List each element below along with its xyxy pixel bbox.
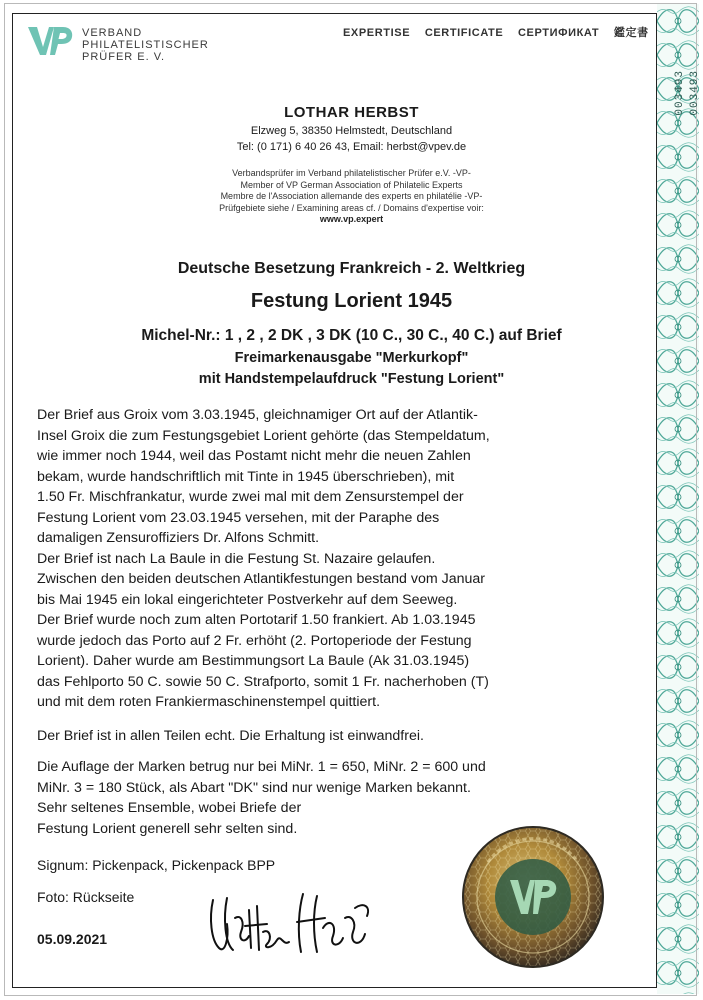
- edition-paragraph: Die Auflage der Marken betrug nur bei MiNr. 1 = 650, MiNr. 2 = 600 und MiNr. 3 = 180 Stück, als Abart "DK" sind nur wenige Marken bekannt. Sehr seltenes Ensemble, wobei Briefe der Festung Lorient generell sehr selten sind.: [37, 759, 486, 837]
- expert-address: Elzweg 5, 38350 Helmstedt, Deutschland: [250, 125, 453, 137]
- association-name: VERBAND PHILATELISTISCHER PRÜFER E. V.: [82, 27, 209, 63]
- hologram-seal-icon: [458, 822, 608, 972]
- serial-number: 003493: [674, 70, 686, 116]
- area-heading: Deutsche Besetzung Frankreich - 2. Weltkrieg: [177, 260, 526, 277]
- serial-number-secondary: 003493: [689, 70, 701, 116]
- handwritten-signature: [205, 888, 375, 960]
- membership-statement: Verbandsprüfer im Verband philatelistischer Prüfer e.V. -VP- Member of VP German Association of Philatelic Experts Membre de l'Association allemande des experts en philatélie -VP- Prüfgebiete siehe / Examining areas cf. / Domains d'expertise voir: www.vp.expert: [0, 168, 703, 226]
- issue-name: Freimarkenausgabe "Merkurkopf": [234, 350, 469, 366]
- foto-line: Foto: Rückseite: [37, 889, 135, 905]
- doc-type-certificate: CERTIFICATE: [424, 27, 504, 39]
- michel-numbers: Michel-Nr.: 1 , 2 , 2 DK , 3 DK (10 C., 30 C., 40 C.) auf Brief: [141, 327, 562, 344]
- doc-type-sertifikat: СЕРТИФИКАТ: [517, 27, 600, 39]
- certificate-date: 05.09.2021: [37, 931, 108, 947]
- description-paragraph: Der Brief aus Groix vom 3.03.1945, gleichnamiger Ort auf der Atlantik- Insel Groix die zum Festungsgebiet Lorient gehörte (das Stempeldatum, wie immer noch 1944, weil das Postamt nicht mehr die neuen Zahlen bekam, wurde handschriftlich mit Tinte in 1945 überschrieben), mit 1.50 Fr. Mischfrankatur, wurde zwei mal mit dem Zensurstempel der Festung Lorient vom 23.03.1945 versehen, mit der Paraphe des damaligen Zensuroffiziers Dr. Alfons Schmitt. Der Brief ist nach La Baule in die Festung St. Nazaire gelaufen. Zwischen den beiden deutschen Atlantikfestungen bestand vom Januar bis Mai 1945 ein lokal eingerichteter Postverkehr auf dem Seeweg. Der Brief wurde noch zum alten Portotarif 1.50 frankiert. Ab 1.03.1945 wurde jedoch das Porto auf 2 Fr. erhöht (2. Portoperiode der Festung Lorient). Daher wurde am Bestimmungsort La Baule (Ak 31.03.1945) das Fehlporto 50 C. sowie 50 C. Strafporto, somit 1 Fr. nacherhoben (T) und mit dem roten Frankiermaschinenstempel quittiert.: [37, 407, 490, 710]
- document-title: Festung Lorient 1945: [250, 290, 453, 312]
- signum-line: Signum: Pickenpack, Pickenpack BPP: [37, 857, 276, 873]
- certificate-body: [37, 405, 637, 839]
- expert-name: LOTHAR HERBST: [284, 104, 419, 121]
- document-type-labels: [343, 24, 660, 40]
- vp-logo-icon: [27, 25, 73, 57]
- doc-type-expertise: EXPERTISE: [343, 27, 411, 39]
- verdict: Der Brief ist in allen Teilen echt. Die Erhaltung ist einwandfrei.: [37, 727, 424, 744]
- website-link[interactable]: www.vp.expert: [319, 214, 384, 225]
- expert-contact: Tel: (0 171) 6 40 26 43, Email: herbst@vpev.de: [236, 141, 467, 153]
- doc-type-kanteisho: 鑑定書: [613, 27, 649, 39]
- overprint-name: mit Handstempelaufdruck "Festung Lorient": [198, 371, 505, 387]
